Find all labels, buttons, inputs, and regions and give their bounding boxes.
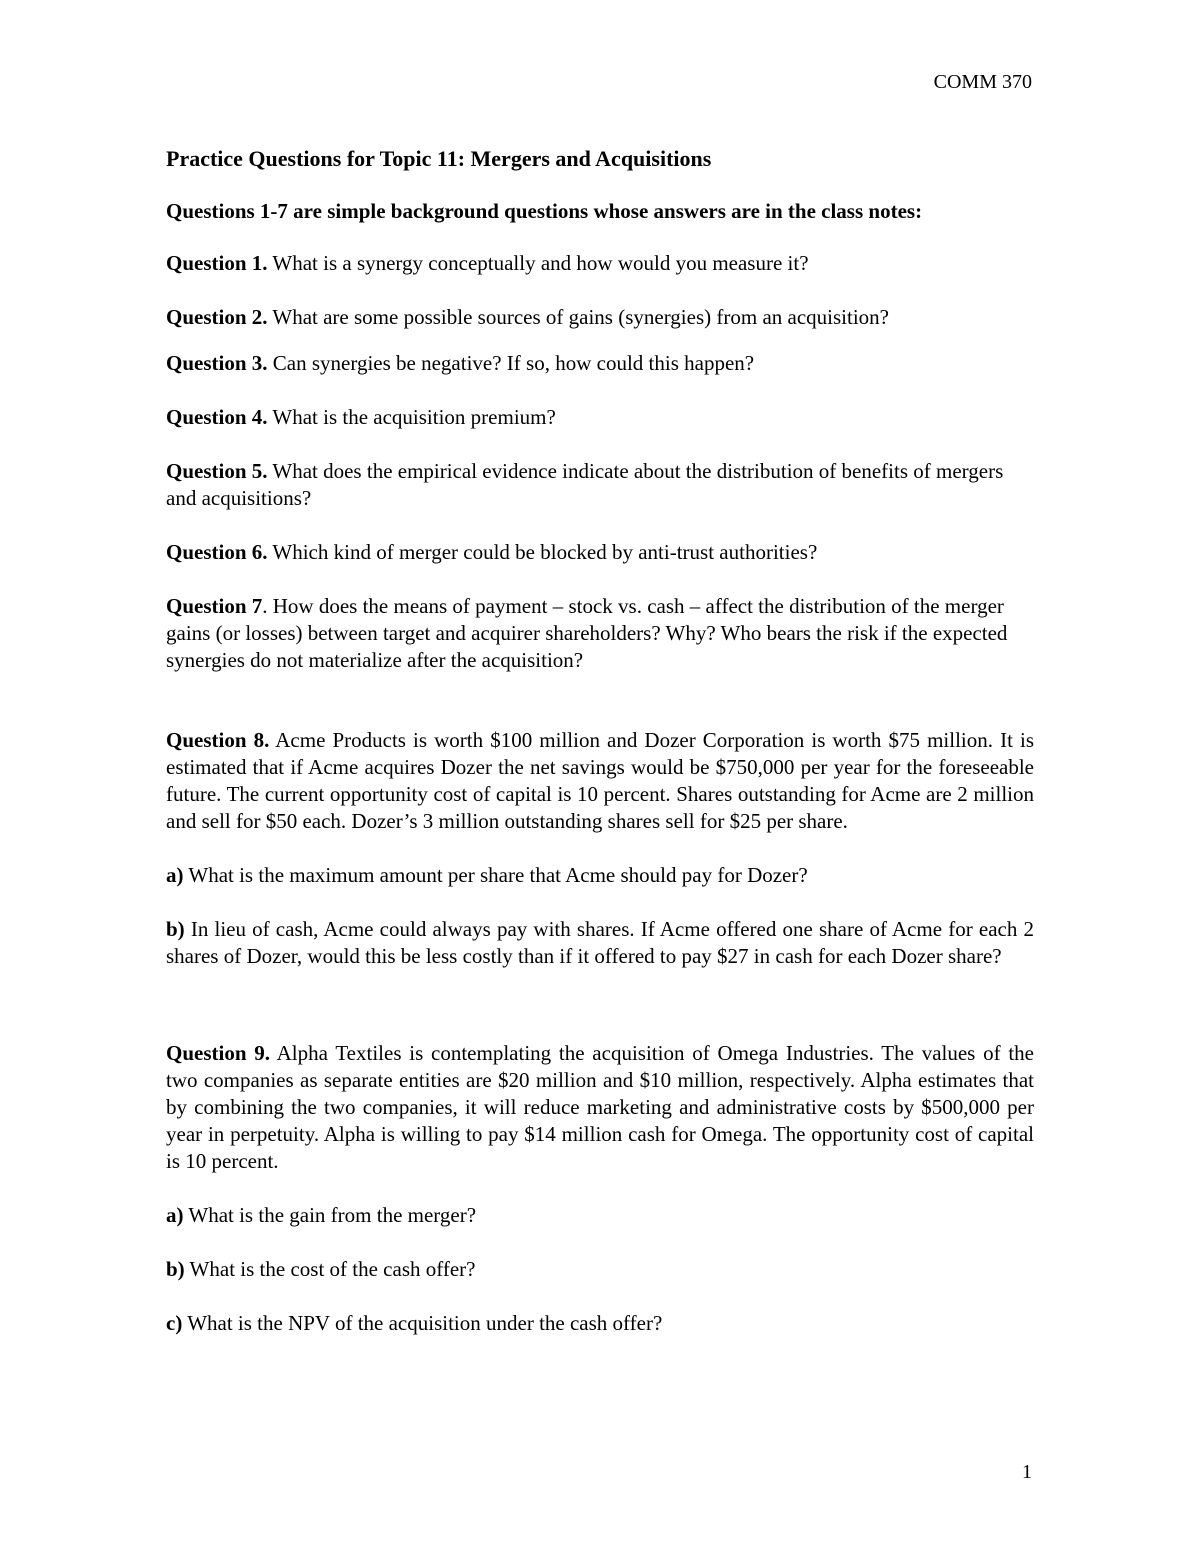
question-9-part-c [166,1310,1034,1337]
question-9-text: Alpha Textiles is contemplating the acquisition of Omega Industries. The values of the two companies as separate entities are $20 million and $10 million, respectively. Alpha estimates that by combining the two companies, it will reduce marketing and administrative costs by $500,000 per year in perpetuity. Alpha is willing to pay $14 million cash for Omega. The opportunity cost of capital is 10 percent. [166,1041,1035,1173]
question-8-part-b-label: b) [166,917,185,941]
question-4-label: Question 4. [166,405,268,429]
page-title: Practice Questions for Topic 11: Mergers and Acquisitions [166,146,712,171]
question-3-label: Question 3. [166,351,268,375]
question-7 [166,593,1034,674]
page-number: 1 [1022,1461,1032,1483]
question-8-text: Acme Products is worth $100 million and Dozer Corporation is worth $75 million. It is estimated that if Acme acquires Dozer the net savings would be $750,000 per year for the foreseeable future. The current opportunity cost of capital is 10 percent. Shares outstanding for Acme are 2 million and sell for $50 each. Dozer’s 3 million outstanding shares sell for $25 per share. [166,728,1034,833]
question-5-label: Question 5. [166,459,268,483]
question-1-label: Question 1. [166,251,268,275]
section-spacer [166,997,1034,1040]
question-9-part-a-label: a) [166,1203,184,1227]
question-6-label: Question 6. [166,540,268,564]
course-code: COMM 370 [933,71,1032,93]
document-body [166,145,1034,1364]
question-6 [166,539,1034,566]
intro-heading: Questions 1-7 are simple background questions whose answers are in the class notes: [166,199,923,223]
question-9-part-a-text: What is the gain from the merger? [183,1203,477,1227]
question-9-part-c-label: c) [166,1311,183,1335]
question-1 [166,250,1034,277]
question-2-text: What are some possible sources of gains (synergies) from an acquisition? [267,305,889,329]
question-9-part-c-text: What is the NPV of the acquisition under the cash offer? [182,1311,663,1335]
question-9 [166,1040,1034,1175]
question-9-part-a [166,1202,1034,1229]
question-5-text: What does the empirical evidence indicate about the distribution of benefits of mergers and acquisitions? [166,459,1004,510]
question-8-part-a-label: a) [166,863,184,887]
question-8-label: Question 8. [166,728,270,752]
question-3 [166,350,1034,377]
question-4 [166,404,1034,431]
question-8-part-b [166,916,1034,970]
question-2-label: Question 2. [166,305,268,329]
question-9-part-b [166,1256,1034,1283]
question-3-text: Can synergies be negative? If so, how could this happen? [267,351,755,375]
question-8-part-a [166,862,1034,889]
question-8-part-a-text: What is the maximum amount per share that Acme should pay for Dozer? [183,863,808,887]
question-4-text: What is the acquisition premium? [267,405,556,429]
question-9-part-b-label: b) [166,1257,185,1281]
question-7-text: . How does the means of payment – stock vs. cash – affect the distribution of the merger gains (or losses) between target and acquirer shareholders? Why? Who bears the risk if the expected synergies do not materialize after the acquisition? [166,594,1008,672]
question-1-text: What is a synergy conceptually and how would you measure it? [267,251,809,275]
question-5 [166,458,1034,512]
question-8 [166,727,1034,835]
question-2 [166,304,1034,331]
question-6-text: Which kind of merger could be blocked by anti-trust authorities? [267,540,818,564]
question-7-label: Question 7 [166,594,263,618]
question-9-part-b-text: What is the cost of the cash offer? [184,1257,476,1281]
section-spacer [166,701,1034,727]
question-8-part-b-text: In lieu of cash, Acme could always pay with shares. If Acme offered one share of Acme for each 2 shares of Dozer, would this be less costly than if it offered to pay $27 in cash for each Dozer share? [166,917,1034,968]
question-9-label: Question 9. [166,1041,271,1065]
